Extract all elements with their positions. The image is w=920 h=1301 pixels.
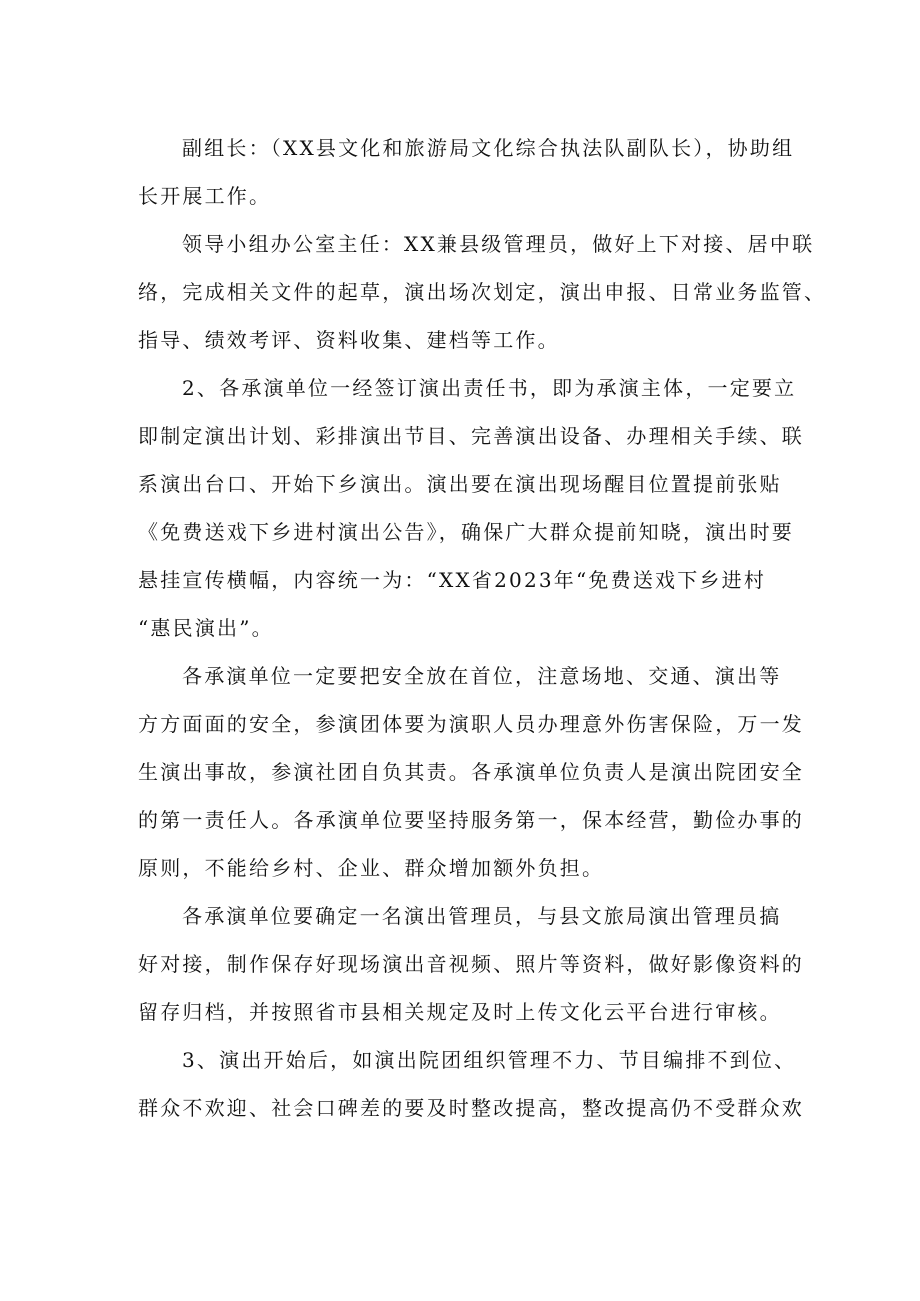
body-line: 原则，不能给乡村、企业、群众增加额外负担。 (138, 856, 605, 880)
body-line: 副组长：（XX县文化和旅游局文化综合执法队副队长），协助组 (182, 136, 795, 160)
body-line: 长开展工作。 (138, 184, 272, 208)
body-line: 留存归档，并按照省市县相关规定及时上传文化云平台进行审核。 (138, 1000, 782, 1024)
body-line: 群众不欢迎、社会口碑差的要及时整改提高，整改提高仍不受群众欢 (138, 1096, 804, 1120)
body-line: 各承演单位一定要把安全放在首位，注意场地、交通、演出等 (182, 664, 782, 688)
body-line: 的第一责任人。各承演单位要坚持服务第一，保本经营，勤俭办事的 (138, 808, 804, 832)
document-body (138, 124, 827, 1132)
body-line: 生演出事故，参演社团自负其责。各承演单位负责人是演出院团安全 (138, 760, 804, 784)
body-line: 领导小组办公室主任：XX兼县级管理员，做好上下对接、居中联 (182, 232, 815, 256)
body-line: “惠民演出”。 (138, 616, 274, 640)
body-line: 系演出台口、开始下乡演出。演出要在演出现场醒目位置提前张贴 (138, 472, 782, 496)
body-line: 即制定演出计划、彩排演出节目、完善演出设备、办理相关手续、联 (138, 424, 804, 448)
body-line: 《免费送戏下乡进村演出公告》，确保广大群众提前知晓，演出时要 (138, 520, 794, 544)
body-line: 悬挂宣传横幅，内容统一为：“XX省2023年“免费送戏下乡进村 (138, 568, 767, 592)
body-line: 3、演出开始后，如演出院团组织管理不力、节目编排不到位、 (182, 1048, 797, 1072)
body-line: 好对接，制作保存好现场演出音视频、照片等资料，做好影像资料的 (138, 952, 804, 976)
body-line: 指导、绩效考评、资料收集、建档等工作。 (138, 328, 560, 352)
body-line: 方方面面的安全，参演团体要为演职人员办理意外伤害保险，万一发 (138, 712, 804, 736)
body-line: 2、各承演单位一经签订演出责任书，即为承演主体，一定要立 (182, 376, 797, 400)
body-line: 络，完成相关文件的起草，演出场次划定，演出申报、日常业务监管、 (138, 280, 827, 304)
body-line: 各承演单位要确定一名演出管理员，与县文旅局演出管理员搞 (182, 904, 782, 928)
